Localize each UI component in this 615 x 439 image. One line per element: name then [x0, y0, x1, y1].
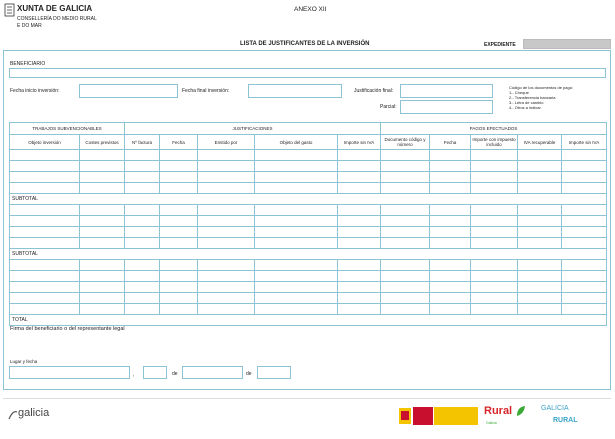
table-cell[interactable] — [471, 293, 518, 304]
table-cell[interactable] — [430, 238, 471, 249]
annex-title: ANEXO XII — [294, 6, 327, 13]
col-importe-sin-iva-pago: Importe sin IVA — [562, 135, 607, 150]
table-cell[interactable] — [471, 183, 518, 194]
gov-banner-red — [413, 407, 433, 425]
subtotal-label: SUBTOTAL — [10, 249, 607, 260]
col-importe-sin-iva: Importe sin IVA — [338, 135, 381, 150]
table-cell[interactable] — [430, 150, 471, 161]
col-documento-codigo: Documento código y número — [381, 135, 430, 150]
table-cell[interactable] — [198, 205, 255, 216]
payment-code-1: 1.- Cheque — [509, 90, 529, 95]
table-cell[interactable] — [518, 216, 562, 227]
month-field[interactable] — [182, 366, 243, 379]
rural-galicia-logo — [484, 404, 532, 428]
table-cell[interactable] — [471, 227, 518, 238]
table-cell[interactable] — [562, 172, 607, 183]
table-cell[interactable] — [160, 172, 198, 183]
table-cell[interactable] — [430, 271, 471, 282]
total-row — [10, 315, 607, 326]
xunta-emblem-icon — [4, 3, 15, 18]
table-section-2 — [10, 205, 607, 249]
dept-line-1: CONSELLERÍA DO MEDIO RURAL — [17, 16, 97, 22]
galicia-rural-logo — [541, 405, 601, 427]
table-cell[interactable] — [10, 205, 80, 216]
table-row — [10, 304, 607, 315]
group-header-justificaciones: JUSTIFICACIONES — [125, 123, 381, 135]
table-cell[interactable] — [10, 150, 80, 161]
table-cell[interactable] — [198, 282, 255, 293]
table-cell[interactable] — [160, 161, 198, 172]
table-cell[interactable] — [562, 271, 607, 282]
rural-leaf-icon — [515, 404, 527, 418]
justificacion-final-label: Justificación final: — [354, 88, 394, 94]
table-cell[interactable] — [381, 205, 430, 216]
table-cell[interactable] — [518, 282, 562, 293]
table-row — [10, 205, 607, 216]
table-cell[interactable] — [10, 293, 80, 304]
table-cell[interactable] — [381, 161, 430, 172]
table-cell[interactable] — [125, 260, 160, 271]
table-cell[interactable] — [471, 205, 518, 216]
table-cell[interactable] — [518, 238, 562, 249]
table-cell[interactable] — [125, 227, 160, 238]
year-field[interactable] — [257, 366, 291, 379]
table-cell[interactable] — [160, 293, 198, 304]
table-cell[interactable] — [518, 150, 562, 161]
place-field[interactable] — [9, 366, 130, 379]
table-cell[interactable] — [80, 216, 125, 227]
table-cell[interactable] — [518, 205, 562, 216]
galicia-logo-text: galicia — [18, 407, 50, 419]
table-cell[interactable] — [381, 227, 430, 238]
table-cell[interactable] — [562, 227, 607, 238]
table-cell[interactable] — [160, 282, 198, 293]
spain-shield-icon — [398, 407, 412, 425]
table-cell[interactable] — [255, 238, 338, 249]
table-cell[interactable] — [125, 271, 160, 282]
dept-line-2: E DO MAR — [17, 23, 42, 29]
signature-label: Firma del beneficiario o del representante legal — [10, 326, 125, 332]
table-cell[interactable] — [160, 271, 198, 282]
subtotal-row-2 — [10, 249, 607, 260]
table-cell[interactable] — [518, 304, 562, 315]
table-cell[interactable] — [338, 172, 381, 183]
table-cell[interactable] — [10, 271, 80, 282]
comma-sep: , — [133, 372, 135, 378]
table-cell[interactable] — [80, 282, 125, 293]
table-row — [10, 172, 607, 183]
table-cell[interactable] — [562, 260, 607, 271]
justificacion-final-field[interactable] — [400, 84, 493, 98]
table-cell[interactable] — [80, 205, 125, 216]
table-cell[interactable] — [125, 205, 160, 216]
table-cell[interactable] — [255, 216, 338, 227]
table-cell[interactable] — [562, 205, 607, 216]
col-importe-con-impuesto: Importe con impuesto incluido — [471, 135, 518, 150]
table-cell[interactable] — [198, 161, 255, 172]
table-cell[interactable] — [430, 172, 471, 183]
table-cell[interactable] — [471, 260, 518, 271]
table-cell[interactable] — [381, 293, 430, 304]
table-cell[interactable] — [125, 282, 160, 293]
table-cell[interactable] — [381, 260, 430, 271]
table-cell[interactable] — [518, 161, 562, 172]
table-cell[interactable] — [198, 260, 255, 271]
table-cell[interactable] — [80, 227, 125, 238]
payment-code-4: 4.- Otros a indicar — [509, 105, 541, 110]
table-cell[interactable] — [338, 304, 381, 315]
fecha-inicio-label: Fecha inicio inversión: — [10, 88, 60, 94]
table-cell[interactable] — [471, 172, 518, 183]
table-cell[interactable] — [255, 260, 338, 271]
table-cell[interactable] — [381, 216, 430, 227]
table-section-3 — [10, 260, 607, 315]
table-cell[interactable] — [125, 161, 160, 172]
table-cell[interactable] — [10, 183, 80, 194]
table-cell[interactable] — [430, 293, 471, 304]
table-cell[interactable] — [430, 216, 471, 227]
table-cell[interactable] — [160, 183, 198, 194]
table-cell[interactable] — [381, 304, 430, 315]
galicia-swoosh-icon — [8, 409, 18, 421]
table-cell[interactable] — [80, 293, 125, 304]
table-cell[interactable] — [160, 205, 198, 216]
table-cell[interactable] — [255, 183, 338, 194]
rural-logo-sub: Galicia — [486, 421, 497, 425]
payment-code-2: 2.- Transferencia bancaria — [509, 95, 556, 100]
table-row — [10, 293, 607, 304]
table-cell[interactable] — [10, 282, 80, 293]
table-cell[interactable] — [125, 238, 160, 249]
payment-codes-title: Código de los documentos de pago: — [509, 85, 574, 90]
table-cell[interactable] — [10, 260, 80, 271]
table-cell[interactable] — [562, 304, 607, 315]
table-cell[interactable] — [198, 183, 255, 194]
table-cell[interactable] — [198, 172, 255, 183]
table-cell[interactable] — [381, 183, 430, 194]
table-cell[interactable] — [80, 304, 125, 315]
table-cell[interactable] — [518, 227, 562, 238]
total-label: TOTAL — [10, 315, 607, 326]
table-cell[interactable] — [10, 216, 80, 227]
col-emitido-por: Emitido por — [198, 135, 255, 150]
table-cell[interactable] — [198, 150, 255, 161]
table-cell[interactable] — [255, 150, 338, 161]
table-cell[interactable] — [160, 216, 198, 227]
table-cell[interactable] — [518, 293, 562, 304]
table-cell[interactable] — [430, 205, 471, 216]
table-cell[interactable] — [518, 172, 562, 183]
table-row — [10, 183, 607, 194]
table-row — [10, 227, 607, 238]
table-cell[interactable] — [562, 282, 607, 293]
table-cell[interactable] — [255, 205, 338, 216]
table-cell[interactable] — [562, 150, 607, 161]
table-row — [10, 150, 607, 161]
table-cell[interactable] — [80, 172, 125, 183]
table-cell[interactable] — [338, 260, 381, 271]
org-name: XUNTA DE GALICIA — [17, 4, 93, 13]
table-cell[interactable] — [80, 260, 125, 271]
table-cell[interactable] — [338, 227, 381, 238]
table-cell[interactable] — [562, 183, 607, 194]
payment-code-3: 3.- Letra de cambio — [509, 100, 544, 105]
xunta-logo — [4, 3, 97, 35]
table-cell[interactable] — [80, 238, 125, 249]
subtotal-label: SUBTOTAL — [10, 194, 607, 205]
table-cell[interactable] — [198, 271, 255, 282]
place-date-label: Lugar y fecha — [10, 359, 38, 364]
table-cell[interactable] — [430, 183, 471, 194]
table-section-1 — [10, 150, 607, 194]
table-cell[interactable] — [518, 271, 562, 282]
table-cell[interactable] — [10, 227, 80, 238]
de-sep-1: de — [172, 371, 178, 377]
table-cell[interactable] — [125, 172, 160, 183]
table-row — [10, 271, 607, 282]
col-iva-recuperable: IVA recuperable — [518, 135, 562, 150]
rural-logo-text: Rural — [484, 405, 513, 417]
table-row — [10, 282, 607, 293]
table-cell[interactable] — [430, 304, 471, 315]
table-cell[interactable] — [471, 271, 518, 282]
table-cell[interactable] — [198, 227, 255, 238]
beneficiario-field[interactable] — [9, 68, 606, 78]
expediente-field[interactable] — [523, 39, 611, 49]
table-cell[interactable] — [125, 150, 160, 161]
table-cell[interactable] — [338, 238, 381, 249]
table-cell[interactable] — [255, 282, 338, 293]
table-cell[interactable] — [125, 183, 160, 194]
table-cell[interactable] — [160, 238, 198, 249]
table-cell[interactable] — [471, 150, 518, 161]
gov-banner-yellow — [434, 407, 478, 425]
table-cell[interactable] — [338, 293, 381, 304]
table-cell[interactable] — [562, 161, 607, 172]
table-cell[interactable] — [562, 216, 607, 227]
table-cell[interactable] — [381, 238, 430, 249]
galicia-rural-line-1: GALICIA — [541, 405, 569, 412]
table-cell[interactable] — [198, 238, 255, 249]
table-cell[interactable] — [471, 304, 518, 315]
parcial-field[interactable] — [400, 100, 493, 114]
table-cell[interactable] — [255, 271, 338, 282]
fecha-inicio-field[interactable] — [79, 84, 178, 98]
table-cell[interactable] — [338, 150, 381, 161]
table-cell[interactable] — [381, 172, 430, 183]
form-title: LISTA DE JUSTIFICANTES DE LA INVERSIÓN — [240, 41, 370, 47]
table-cell[interactable] — [338, 161, 381, 172]
col-costes-previstos: Costes previstos — [80, 135, 125, 150]
justificantes-table — [9, 122, 607, 326]
table-cell[interactable] — [10, 304, 80, 315]
col-objeto-gasto: Objeto del gasto — [255, 135, 338, 150]
table-cell[interactable] — [381, 150, 430, 161]
day-field[interactable] — [143, 366, 167, 379]
table-cell[interactable] — [198, 304, 255, 315]
galicia-rural-line-2: RURAL — [553, 417, 578, 424]
table-cell[interactable] — [10, 172, 80, 183]
group-header-row — [10, 123, 607, 135]
col-objeto-inversion: Objeto inversión — [10, 135, 80, 150]
table-cell[interactable] — [10, 238, 80, 249]
table-cell[interactable] — [160, 304, 198, 315]
table-cell[interactable] — [160, 227, 198, 238]
table-row — [10, 238, 607, 249]
group-header-pagos: PAGOS EFECTUADOS — [381, 123, 607, 135]
beneficiario-label: BENEFICIARIO — [10, 61, 46, 67]
col-fecha: Fecha — [160, 135, 198, 150]
table-cell[interactable] — [125, 216, 160, 227]
table-cell[interactable] — [160, 150, 198, 161]
table-cell[interactable] — [562, 293, 607, 304]
table-cell[interactable] — [255, 304, 338, 315]
table-cell[interactable] — [562, 238, 607, 249]
table-cell[interactable] — [338, 282, 381, 293]
table-cell[interactable] — [255, 172, 338, 183]
col-fecha-pago: Fecha — [430, 135, 471, 150]
table-cell[interactable] — [518, 260, 562, 271]
table-cell[interactable] — [471, 282, 518, 293]
subtotal-row-1 — [10, 194, 607, 205]
expediente-label: EXPEDIENTE — [484, 42, 516, 48]
table-cell[interactable] — [80, 150, 125, 161]
col-num-factura: Nº factura — [125, 135, 160, 150]
table-cell[interactable] — [338, 183, 381, 194]
table-cell[interactable] — [125, 304, 160, 315]
table-cell[interactable] — [125, 293, 160, 304]
table-cell[interactable] — [381, 282, 430, 293]
table-cell[interactable] — [471, 216, 518, 227]
group-header-trabajos: TRABAJOS SUBVENCIONABLES — [10, 123, 125, 135]
table-cell[interactable] — [338, 271, 381, 282]
table-cell[interactable] — [160, 260, 198, 271]
table-cell[interactable] — [430, 282, 471, 293]
fecha-final-field[interactable] — [248, 84, 342, 98]
table-row — [10, 216, 607, 227]
table-cell[interactable] — [471, 238, 518, 249]
table-cell[interactable] — [255, 161, 338, 172]
table-row — [10, 161, 607, 172]
table-cell[interactable] — [338, 205, 381, 216]
table-cell[interactable] — [471, 161, 518, 172]
table-row — [10, 260, 607, 271]
table-cell[interactable] — [80, 183, 125, 194]
table-cell[interactable] — [381, 271, 430, 282]
table-cell[interactable] — [255, 293, 338, 304]
payment-codes — [509, 85, 609, 110]
table-cell[interactable] — [198, 216, 255, 227]
table-cell[interactable] — [430, 161, 471, 172]
table-cell[interactable] — [10, 161, 80, 172]
parcial-label: Parcial: — [380, 104, 397, 110]
table-cell[interactable] — [518, 183, 562, 194]
table-cell[interactable] — [80, 161, 125, 172]
column-header-row — [10, 135, 607, 150]
table-cell[interactable] — [430, 260, 471, 271]
fecha-final-label: Fecha final inversión: — [182, 88, 230, 94]
table-cell[interactable] — [255, 227, 338, 238]
table-cell[interactable] — [338, 216, 381, 227]
table-cell[interactable] — [430, 227, 471, 238]
table-cell[interactable] — [80, 271, 125, 282]
table-cell[interactable] — [198, 293, 255, 304]
gobierno-espana-logo — [398, 406, 480, 426]
de-sep-2: de — [246, 371, 252, 377]
